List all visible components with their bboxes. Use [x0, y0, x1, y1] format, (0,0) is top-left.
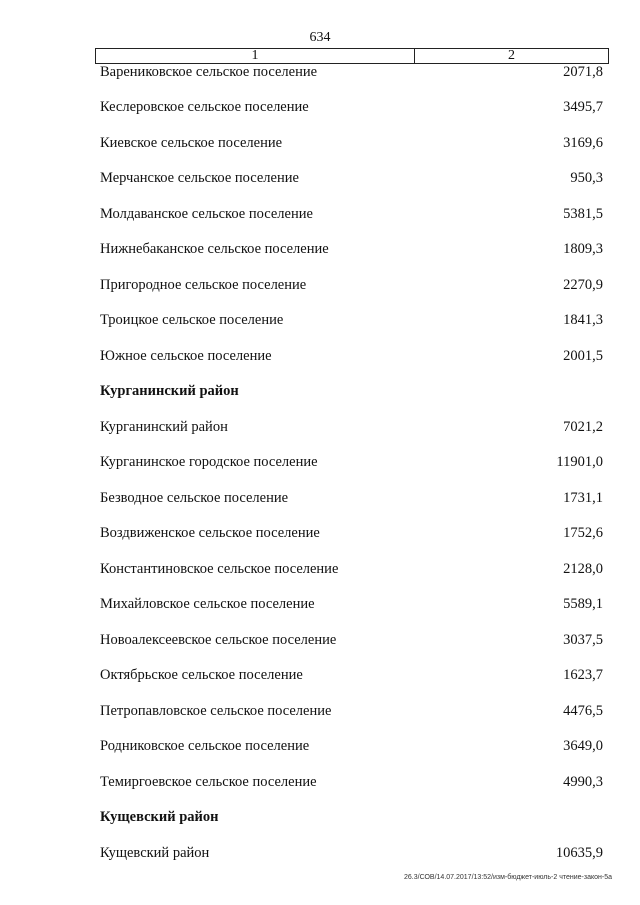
- table-row: [100, 232, 603, 268]
- table-row: [100, 658, 603, 694]
- row-name: Воздвиженское сельское поселение: [100, 525, 320, 542]
- table-row: [100, 836, 603, 872]
- row-value: 4476,5: [563, 702, 603, 719]
- row-name: Южное сельское поселение: [100, 347, 272, 364]
- row-name: Киевское сельское поселение: [100, 134, 283, 151]
- row-name: Темиргоевское сельское поселение: [100, 773, 317, 790]
- table-header-col-2: 2: [508, 48, 515, 63]
- table-row: [100, 64, 603, 90]
- row-value: 3037,5: [563, 631, 603, 648]
- section-heading: Кущевский район: [100, 809, 219, 826]
- table-row: [100, 161, 603, 197]
- table-row: [100, 197, 603, 233]
- section-heading-row: [100, 374, 603, 410]
- row-value: 4990,3: [563, 773, 603, 790]
- row-value: 1731,1: [563, 489, 603, 506]
- row-value: 1752,6: [563, 525, 603, 542]
- table-row: [100, 410, 603, 446]
- footer-note: 26.3/СОВ/14.07.2017/13:52/изм-бюджет-июль-2 чтение-закон-5а: [404, 874, 612, 881]
- row-name: Мерчанское сельское поселение: [100, 170, 299, 187]
- row-name: Курганинский район: [100, 418, 228, 435]
- table-row: [100, 729, 603, 765]
- row-name: Петропавловское сельское поселение: [100, 702, 332, 719]
- row-value: 11901,0: [556, 454, 603, 471]
- row-name: Троицкое сельское поселение: [100, 312, 284, 329]
- table-row: [100, 303, 603, 339]
- row-value: 5589,1: [563, 596, 603, 613]
- row-value: 950,3: [570, 170, 603, 187]
- table-row: [100, 516, 603, 552]
- row-value: 2071,8: [563, 64, 603, 80]
- table-row: [100, 90, 603, 126]
- row-value: 5381,5: [563, 205, 603, 222]
- row-value: 10635,9: [555, 844, 603, 861]
- table-row: [100, 623, 603, 659]
- row-value: 1809,3: [563, 241, 603, 258]
- row-name: Михайловское сельское поселение: [100, 596, 315, 613]
- table-row: [100, 552, 603, 588]
- row-name: Молдаванское сельское поселение: [100, 205, 313, 222]
- table-row: [100, 126, 603, 162]
- row-value: 3495,7: [563, 99, 603, 116]
- row-name: Октябрьское сельское поселение: [100, 667, 303, 684]
- row-value: 1623,7: [563, 667, 603, 684]
- section-heading-row: [100, 800, 603, 836]
- table-row: [100, 445, 603, 481]
- row-name: Безводное сельское поселение: [100, 489, 289, 506]
- table-header: [95, 48, 609, 64]
- table-row: [100, 268, 603, 304]
- row-name: Кущевский район: [100, 844, 210, 861]
- table-row: [100, 587, 603, 623]
- table-row: [100, 339, 603, 375]
- table-header-col-1: 1: [96, 49, 415, 63]
- section-heading: Курганинский район: [100, 383, 239, 400]
- table-row: [100, 765, 603, 801]
- row-name: Нижнебаканское сельское поселение: [100, 241, 329, 258]
- table-body: [100, 64, 603, 871]
- row-name: Родниковское сельское поселение: [100, 738, 310, 755]
- row-name: Варениковское сельское поселение: [100, 64, 318, 80]
- row-name: Кеслеровское сельское поселение: [100, 99, 309, 116]
- row-value: 2001,5: [563, 347, 603, 364]
- row-value: 2128,0: [563, 560, 603, 577]
- row-value: 3169,6: [563, 134, 603, 151]
- row-name: Курганинское городское поселение: [100, 454, 318, 471]
- table-row: [100, 481, 603, 517]
- row-value: 7021,2: [563, 418, 603, 435]
- row-name: Новоалексеевское сельское поселение: [100, 631, 337, 648]
- row-value: 2270,9: [563, 276, 603, 293]
- row-value: 1841,3: [563, 312, 603, 329]
- row-name: Константиновское сельское поселение: [100, 560, 339, 577]
- row-name: Пригородное сельское поселение: [100, 276, 307, 293]
- page-number: 634: [309, 30, 331, 45]
- table-row: [100, 694, 603, 730]
- row-value: 3649,0: [563, 738, 603, 755]
